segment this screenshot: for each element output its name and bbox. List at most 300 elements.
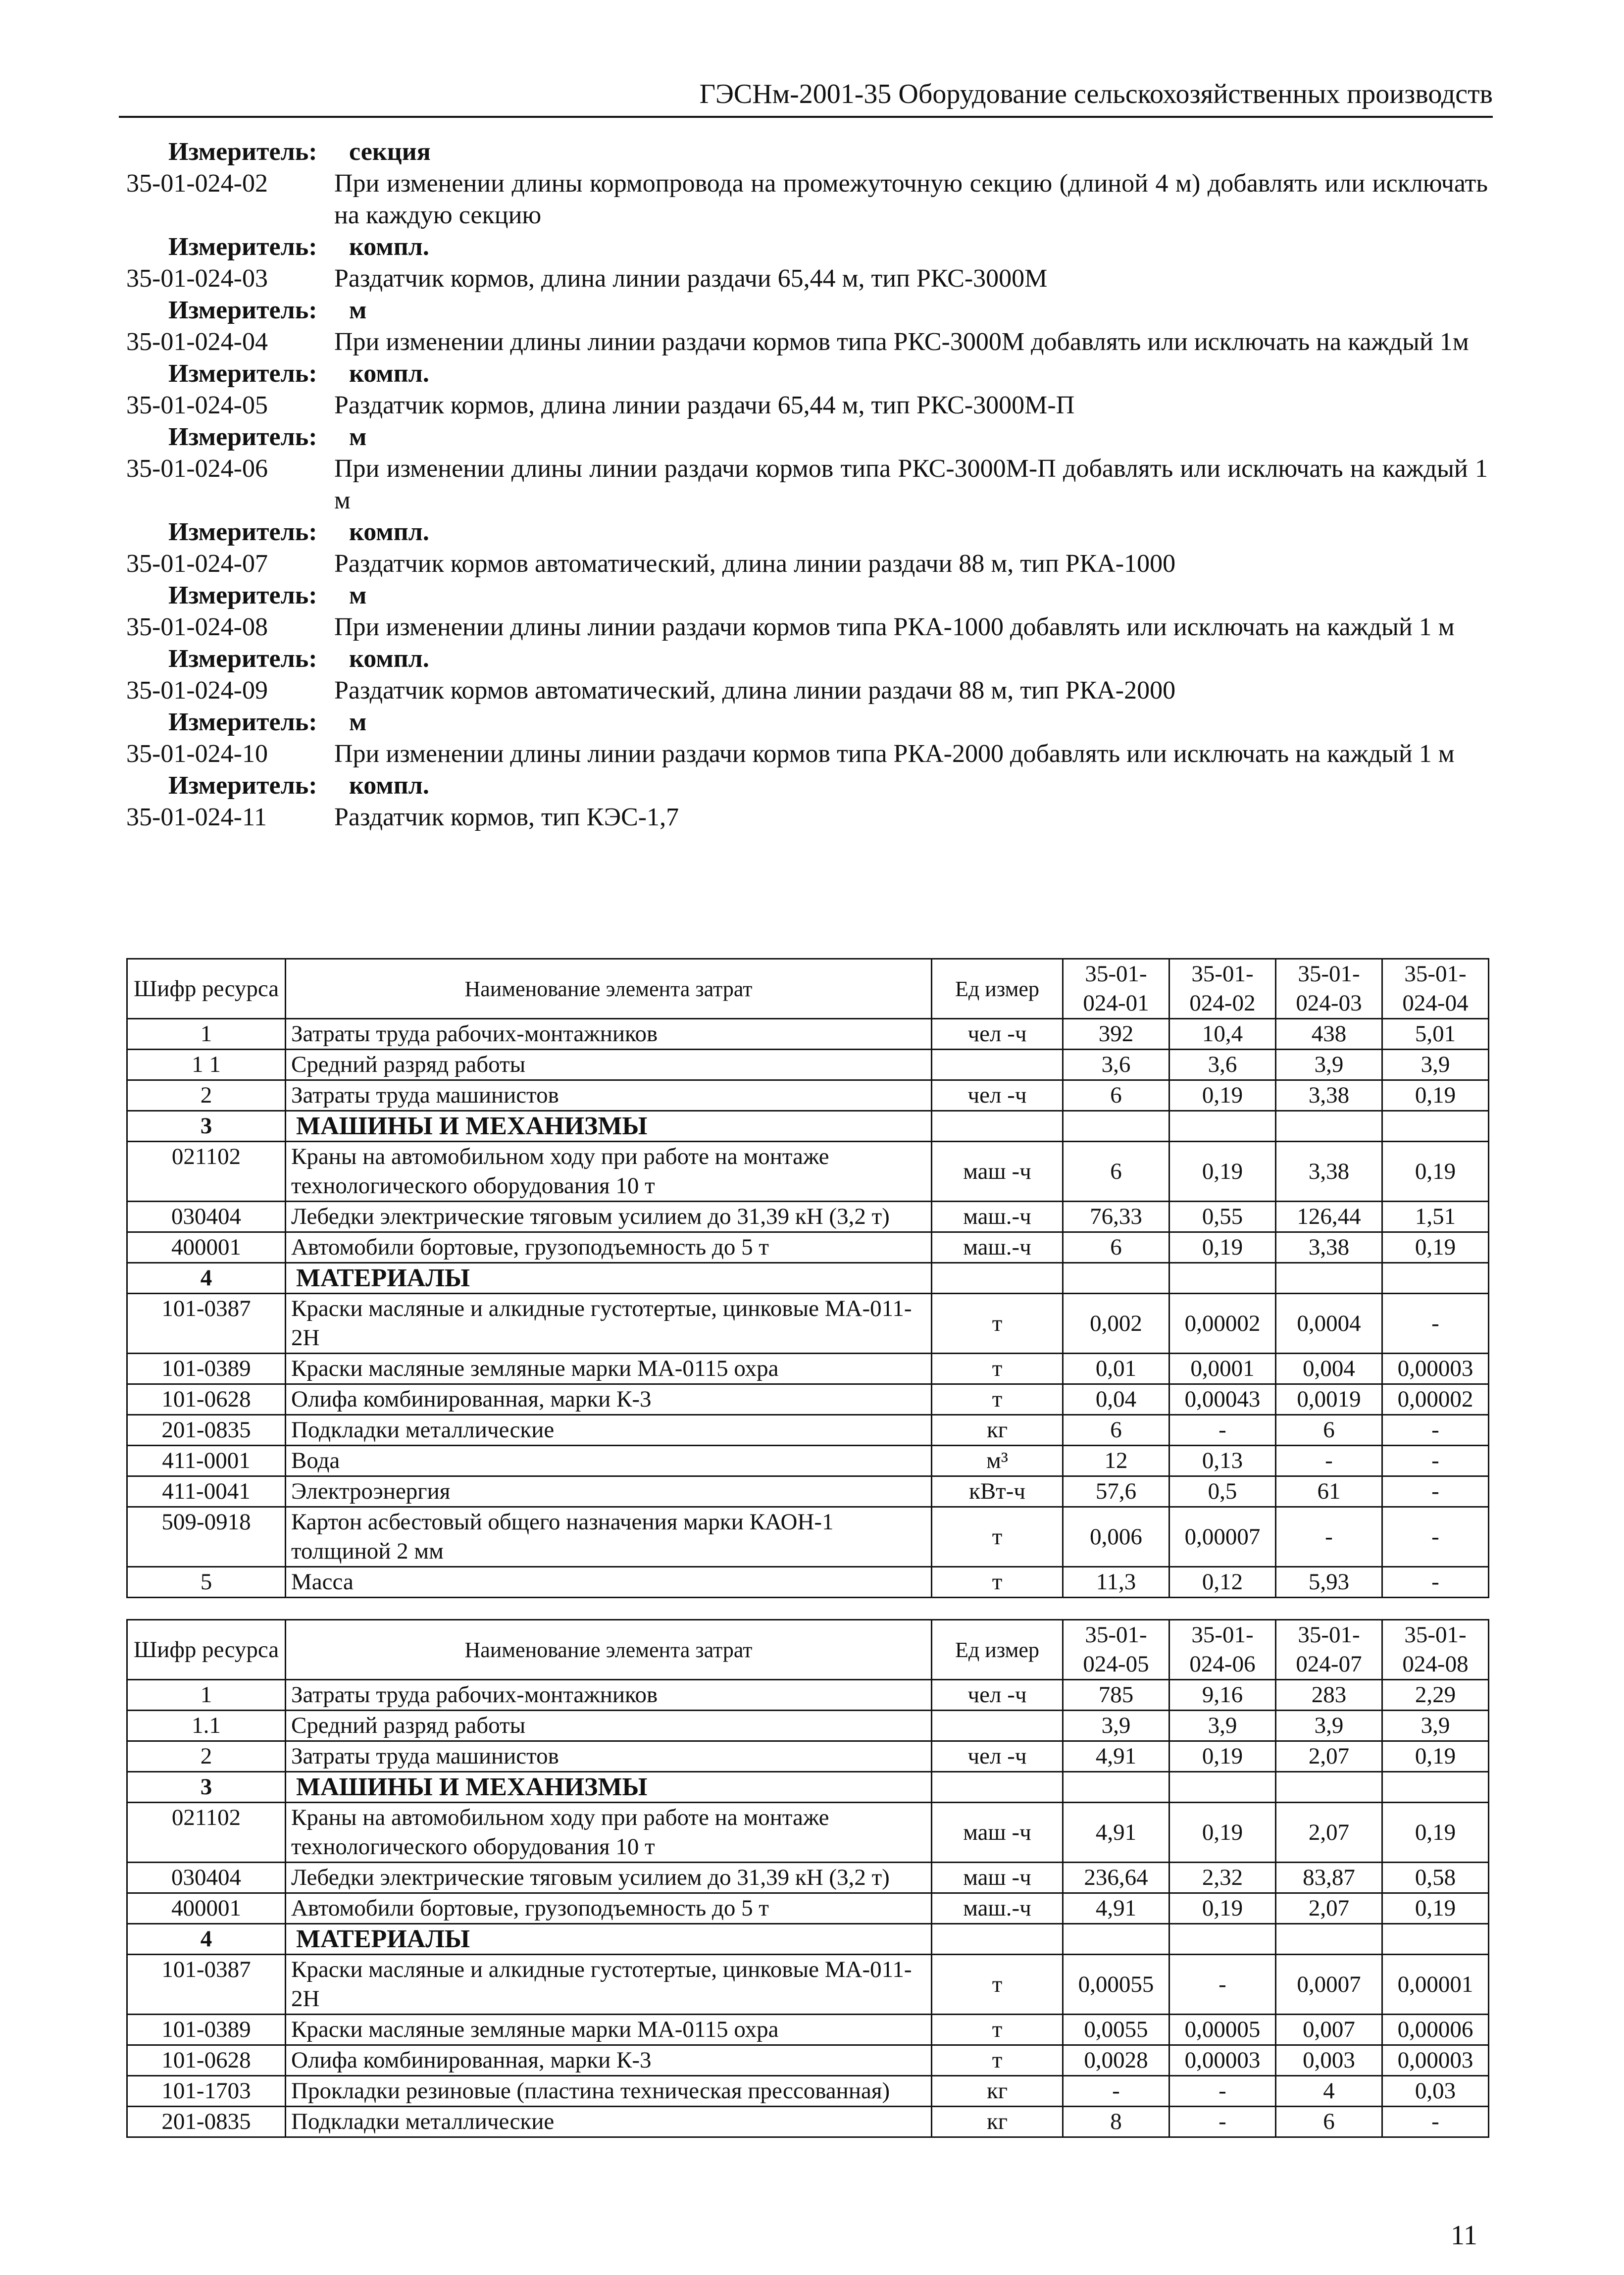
- resource-value: 61: [1276, 1476, 1382, 1507]
- resource-unit: [932, 1111, 1063, 1142]
- measure-line: [126, 770, 1488, 802]
- resource-value: 4: [1276, 2076, 1382, 2107]
- table-row: [127, 1142, 1489, 1202]
- table-row: [127, 1019, 1489, 1050]
- measure-label: Измеритель:: [168, 581, 317, 609]
- norm-entry: [126, 326, 1488, 358]
- header-col-1: 35-01-024-05: [1063, 1620, 1169, 1680]
- table-row: [127, 2045, 1489, 2076]
- resource-name: Лебедки электрические тяговым усилием до 31,39 кН (3,2 т): [286, 1863, 932, 1893]
- resource-value: -: [1276, 1446, 1382, 1476]
- measure-label: Измеритель:: [168, 233, 317, 261]
- resource-value: 2,07: [1276, 1803, 1382, 1863]
- resource-value: 0,04: [1063, 1384, 1169, 1415]
- resource-value: 0,002: [1063, 1294, 1169, 1354]
- resource-value: 0,19: [1169, 1232, 1276, 1263]
- measure-line: [126, 580, 1488, 611]
- resource-unit: маш -ч: [932, 1142, 1063, 1202]
- measure-label: Измеритель:: [168, 771, 317, 800]
- header-code: Шифр ресурса: [127, 1620, 286, 1680]
- resource-value: 10,4: [1169, 1019, 1276, 1050]
- resource-code: 4: [127, 1924, 286, 1955]
- resource-name: МАТЕРИАЛЫ: [286, 1924, 932, 1955]
- resource-code: 411-0001: [127, 1446, 286, 1476]
- measure-line: [126, 421, 1488, 453]
- resource-value: 0,00002: [1169, 1294, 1276, 1354]
- measure-label: Измеритель:: [168, 518, 317, 546]
- measure-label: Измеритель:: [168, 708, 317, 736]
- resource-unit: [932, 1924, 1063, 1955]
- resource-name: Затраты труда машинистов: [286, 1741, 932, 1772]
- table-row: [127, 1080, 1489, 1111]
- page-number: 11: [1451, 2220, 1477, 2251]
- resource-code: 201-0835: [127, 1415, 286, 1446]
- resource-value: 126,44: [1276, 1202, 1382, 1232]
- resource-value: 0,13: [1169, 1446, 1276, 1476]
- resource-code: 101-1703: [127, 2076, 286, 2107]
- resource-value: 2,29: [1382, 1680, 1489, 1711]
- measure-line: [126, 516, 1488, 548]
- table-row: [127, 1711, 1489, 1741]
- resource-name: Олифа комбинированная, марки К-3: [286, 1384, 932, 1415]
- resource-value: [1276, 1924, 1382, 1955]
- resource-unit: маш -ч: [932, 1863, 1063, 1893]
- resource-value: 3,38: [1276, 1232, 1382, 1263]
- resource-name: Краны на автомобильном ходу при работе на монтаже технологического оборудования 10 т: [286, 1803, 932, 1863]
- resource-unit: т: [932, 1294, 1063, 1354]
- resource-value: 3,9: [1169, 1711, 1276, 1741]
- resource-value: 0,19: [1382, 1741, 1489, 1772]
- table-row: [127, 1741, 1489, 1772]
- resource-code: 2: [127, 1080, 286, 1111]
- resource-code: 5: [127, 1567, 286, 1598]
- resource-name: Лебедки электрические тяговым усилием до 31,39 кН (3,2 т): [286, 1202, 932, 1232]
- norm-entry: [126, 611, 1488, 643]
- header-col-4: 35-01-024-04: [1382, 959, 1489, 1019]
- resource-name: Картон асбестовый общего назначения марки КАОН-1 толщиной 2 мм: [286, 1507, 932, 1567]
- resource-code: 030404: [127, 1202, 286, 1232]
- resource-name: Краски масляные и алкидные густотертые, цинковые МА-011-2Н: [286, 1955, 932, 2015]
- resource-name: Средний разряд работы: [286, 1050, 932, 1080]
- resource-unit: м³: [932, 1446, 1063, 1476]
- resource-value: 0,00001: [1382, 1955, 1489, 2015]
- section-row: [127, 1111, 1489, 1142]
- resource-value: 4,91: [1063, 1741, 1169, 1772]
- resource-code: 1: [127, 1019, 286, 1050]
- measure-label: Измеритель:: [168, 423, 317, 451]
- norm-code: 35-01-024-03: [126, 264, 268, 293]
- resource-name: МАТЕРИАЛЫ: [286, 1263, 932, 1294]
- norm-description: Раздатчик кормов автоматический, длина линии раздачи 88 м, тип РКА-2000: [334, 676, 1176, 705]
- resource-value: 0,0007: [1276, 1955, 1382, 2015]
- resource-value: 0,0019: [1276, 1384, 1382, 1415]
- header-unit: Ед измер: [932, 959, 1063, 1019]
- resource-table-1: [126, 958, 1489, 1598]
- resource-value: 0,19: [1382, 1803, 1489, 1863]
- resource-code: 411-0041: [127, 1476, 286, 1507]
- resource-value: 3,6: [1063, 1050, 1169, 1080]
- measure-line: [126, 231, 1488, 263]
- resource-code: 021102: [127, 1142, 286, 1202]
- resource-code: 101-0387: [127, 1294, 286, 1354]
- norm-description: При изменении длины линии раздачи кормов типа РКА-2000 добавлять или исключать на каждый 1 м: [334, 740, 1455, 768]
- resource-value: 2,07: [1276, 1741, 1382, 1772]
- resource-value: 6: [1063, 1415, 1169, 1446]
- resource-unit: маш -ч: [932, 1803, 1063, 1863]
- table-row: [127, 1680, 1489, 1711]
- resource-value: -: [1169, 1415, 1276, 1446]
- resource-unit: [932, 1050, 1063, 1080]
- resource-value: 0,19: [1382, 1142, 1489, 1202]
- header-col-3: 35-01-024-03: [1276, 959, 1382, 1019]
- resource-value: 0,19: [1169, 1080, 1276, 1111]
- resource-value: -: [1169, 1955, 1276, 2015]
- resource-unit: маш.-ч: [932, 1893, 1063, 1924]
- section-row: [127, 1263, 1489, 1294]
- measure-value: компл.: [349, 771, 429, 800]
- resource-code: 101-0628: [127, 2045, 286, 2076]
- resource-name: Средний разряд работы: [286, 1711, 932, 1741]
- resource-value: 4,91: [1063, 1893, 1169, 1924]
- page-header: ГЭСНм-2001-35 Оборудование сельскохозяйственных производств: [119, 74, 1493, 118]
- resource-value: -: [1382, 1294, 1489, 1354]
- resource-value: 785: [1063, 1680, 1169, 1711]
- resource-value: 0,00006: [1382, 2015, 1489, 2045]
- resource-name: Электроэнергия: [286, 1476, 932, 1507]
- resource-code: 021102: [127, 1803, 286, 1863]
- resource-unit: кВт-ч: [932, 1476, 1063, 1507]
- norm-entry: [126, 548, 1488, 580]
- resource-unit: кг: [932, 2076, 1063, 2107]
- resource-value: 0,0004: [1276, 1294, 1382, 1354]
- header-col-2: 35-01-024-06: [1169, 1620, 1276, 1680]
- table-row: [127, 2107, 1489, 2137]
- header-name: Наименование элемента затрат: [286, 959, 932, 1019]
- resource-value: 3,9: [1276, 1711, 1382, 1741]
- resource-unit: т: [932, 2015, 1063, 2045]
- resource-name: Масса: [286, 1567, 932, 1598]
- resource-value: [1169, 1263, 1276, 1294]
- resource-value: 0,007: [1276, 2015, 1382, 2045]
- resource-value: 6: [1063, 1232, 1169, 1263]
- resource-value: 6: [1276, 2107, 1382, 2137]
- table-row: [127, 1232, 1489, 1263]
- norm-code: 35-01-024-09: [126, 676, 268, 705]
- measure-label: Измеритель:: [168, 645, 317, 673]
- resource-value: [1276, 1111, 1382, 1142]
- header-code: Шифр ресурса: [127, 959, 286, 1019]
- measure-line: [126, 295, 1488, 326]
- measure-value: компл.: [349, 233, 429, 261]
- resource-unit: маш.-ч: [932, 1202, 1063, 1232]
- table-row: [127, 2076, 1489, 2107]
- resource-value: 0,19: [1382, 1893, 1489, 1924]
- resource-name: Вода: [286, 1446, 932, 1476]
- resource-code: 3: [127, 1772, 286, 1803]
- measure-value: компл.: [349, 645, 429, 673]
- norm-entry: [126, 802, 1488, 833]
- resource-name: Краски масляные земляные марки МА-0115 охра: [286, 1354, 932, 1384]
- resource-code: 4: [127, 1263, 286, 1294]
- resource-value: 1,51: [1382, 1202, 1489, 1232]
- resource-value: 12: [1063, 1446, 1169, 1476]
- resource-value: 0,00043: [1169, 1384, 1276, 1415]
- resource-value: 57,6: [1063, 1476, 1169, 1507]
- resource-value: 5,01: [1382, 1019, 1489, 1050]
- resource-name: Затраты труда рабочих-монтажников: [286, 1680, 932, 1711]
- resource-name: Прокладки резиновые (пластина техническая прессованная): [286, 2076, 932, 2107]
- resource-code: 101-0389: [127, 1354, 286, 1384]
- norm-entry: [126, 675, 1488, 707]
- measure-line: [126, 358, 1488, 390]
- resource-code: 3: [127, 1111, 286, 1142]
- table-row: [127, 1415, 1489, 1446]
- resource-unit: т: [932, 2045, 1063, 2076]
- norm-entry: [126, 263, 1488, 295]
- resource-value: -: [1063, 2076, 1169, 2107]
- resource-value: 6: [1063, 1142, 1169, 1202]
- resource-code: 201-0835: [127, 2107, 286, 2137]
- resource-unit: чел -ч: [932, 1019, 1063, 1050]
- norm-code: 35-01-024-06: [126, 455, 268, 483]
- resource-value: 0,19: [1382, 1232, 1489, 1263]
- table-header-row: [127, 959, 1489, 1019]
- resource-code: 400001: [127, 1232, 286, 1263]
- resource-value: 5,93: [1276, 1567, 1382, 1598]
- resource-value: 8: [1063, 2107, 1169, 2137]
- resource-unit: чел -ч: [932, 1741, 1063, 1772]
- resource-value: 0,0028: [1063, 2045, 1169, 2076]
- resource-value: 0,58: [1382, 1863, 1489, 1893]
- resource-value: [1382, 1263, 1489, 1294]
- resource-table-2: [126, 1619, 1489, 2138]
- table-row: [127, 2015, 1489, 2045]
- measure-value: м: [349, 296, 367, 324]
- resource-unit: [932, 1263, 1063, 1294]
- resource-value: 2,32: [1169, 1863, 1276, 1893]
- resource-code: 1.1: [127, 1711, 286, 1741]
- table-row: [127, 1955, 1489, 2015]
- norm-description: Раздатчик кормов, длина линии раздачи 65,44 м, тип РКС-3000М-П: [334, 391, 1075, 419]
- resource-value: [1169, 1924, 1276, 1955]
- norm-entry: [126, 390, 1488, 421]
- norm-description: При изменении длины линии раздачи кормов типа РКС-3000М-П добавлять или исключать на каждый 1 м: [334, 455, 1488, 514]
- resource-value: 0,00055: [1063, 1955, 1169, 2015]
- resource-value: [1382, 1111, 1489, 1142]
- resource-value: 9,16: [1169, 1680, 1276, 1711]
- resource-value: 0,55: [1169, 1202, 1276, 1232]
- resource-value: 0,0055: [1063, 2015, 1169, 2045]
- table-row: [127, 1476, 1489, 1507]
- resource-value: 0,5: [1169, 1476, 1276, 1507]
- header-col-3: 35-01-024-07: [1276, 1620, 1382, 1680]
- table-row: [127, 1202, 1489, 1232]
- resource-unit: чел -ч: [932, 1680, 1063, 1711]
- resource-value: 76,33: [1063, 1202, 1169, 1232]
- norm-description: Раздатчик кормов, длина линии раздачи 65,44 м, тип РКС-3000М: [334, 264, 1048, 293]
- norm-entry: [126, 168, 1488, 231]
- resource-unit: маш.-ч: [932, 1232, 1063, 1263]
- resource-value: 0,0001: [1169, 1354, 1276, 1384]
- resource-value: 392: [1063, 1019, 1169, 1050]
- section-row: [127, 1772, 1489, 1803]
- norm-code: 35-01-024-02: [126, 169, 268, 198]
- resource-name: Автомобили бортовые, грузоподъемность до 5 т: [286, 1232, 932, 1263]
- measure-value: м: [349, 423, 367, 451]
- resource-name: МАШИНЫ И МЕХАНИЗМЫ: [286, 1111, 932, 1142]
- resource-unit: [932, 1711, 1063, 1741]
- resource-value: 0,12: [1169, 1567, 1276, 1598]
- resource-value: -: [1382, 1446, 1489, 1476]
- resource-value: 2,07: [1276, 1893, 1382, 1924]
- resource-value: 0,03: [1382, 2076, 1489, 2107]
- resource-code: 030404: [127, 1863, 286, 1893]
- resource-unit: т: [932, 1354, 1063, 1384]
- resource-value: 236,64: [1063, 1863, 1169, 1893]
- table-row: [127, 1384, 1489, 1415]
- measure-line: [126, 136, 1488, 168]
- resource-value: -: [1382, 1567, 1489, 1598]
- resource-value: 3,9: [1063, 1711, 1169, 1741]
- resource-code: 101-0389: [127, 2015, 286, 2045]
- resource-code: 509-0918: [127, 1507, 286, 1567]
- resource-value: 83,87: [1276, 1863, 1382, 1893]
- resource-value: 0,19: [1169, 1803, 1276, 1863]
- table-row: [127, 1294, 1489, 1354]
- norm-code: 35-01-024-04: [126, 328, 268, 356]
- resource-value: 0,00003: [1382, 2045, 1489, 2076]
- resource-unit: т: [932, 1955, 1063, 2015]
- resource-value: 3,38: [1276, 1080, 1382, 1111]
- resource-value: 0,19: [1382, 1080, 1489, 1111]
- norm-code: 35-01-024-07: [126, 550, 268, 578]
- resource-value: 0,19: [1169, 1893, 1276, 1924]
- header-name: Наименование элемента затрат: [286, 1620, 932, 1680]
- norm-entry: [126, 738, 1488, 770]
- measure-label: Измеритель:: [168, 138, 317, 166]
- resource-value: -: [1382, 2107, 1489, 2137]
- resource-name: Подкладки металлические: [286, 1415, 932, 1446]
- resource-value: -: [1382, 1507, 1489, 1567]
- measure-value: м: [349, 581, 367, 609]
- resource-name: Краны на автомобильном ходу при работе на монтаже технологического оборудования 10 т: [286, 1142, 932, 1202]
- resource-value: 6: [1063, 1080, 1169, 1111]
- resource-value: [1276, 1263, 1382, 1294]
- resource-value: 0,00003: [1169, 2045, 1276, 2076]
- norm-description: При изменении длины кормопровода на промежуточную секцию (длиной 4 м) добавлять или исключать на каждую секцию: [334, 169, 1488, 229]
- resource-value: 0,004: [1276, 1354, 1382, 1384]
- resource-value: [1382, 1772, 1489, 1803]
- norm-entry: [126, 453, 1488, 516]
- resource-name: Подкладки металлические: [286, 2107, 932, 2137]
- measure-line: [126, 643, 1488, 675]
- resource-code: 1: [127, 1680, 286, 1711]
- norm-description: Раздатчик кормов автоматический, длина линии раздачи 88 м, тип РКА-1000: [334, 550, 1176, 578]
- table-row: [127, 1567, 1489, 1598]
- resource-value: [1063, 1924, 1169, 1955]
- resource-value: [1063, 1111, 1169, 1142]
- resource-value: [1063, 1263, 1169, 1294]
- measure-value: компл.: [349, 518, 429, 546]
- resource-value: 3,6: [1169, 1050, 1276, 1080]
- resource-value: -: [1276, 1507, 1382, 1567]
- resource-value: 0,00005: [1169, 2015, 1276, 2045]
- table-row: [127, 1507, 1489, 1567]
- resource-value: 0,00007: [1169, 1507, 1276, 1567]
- norm-code: 35-01-024-11: [126, 803, 267, 831]
- resource-code: 400001: [127, 1893, 286, 1924]
- resource-name: МАШИНЫ И МЕХАНИЗМЫ: [286, 1772, 932, 1803]
- resource-unit: т: [932, 1507, 1063, 1567]
- table-row: [127, 1803, 1489, 1863]
- measure-label: Измеритель:: [168, 296, 317, 324]
- measure-label: Измеритель:: [168, 359, 317, 388]
- resource-value: 0,19: [1169, 1741, 1276, 1772]
- table-row: [127, 1050, 1489, 1080]
- resource-name: Затраты труда машинистов: [286, 1080, 932, 1111]
- resource-value: -: [1382, 1476, 1489, 1507]
- resource-value: 0,00002: [1382, 1384, 1489, 1415]
- norm-description: При изменении длины линии раздачи кормов типа РКС-3000М добавлять или исключать на каждый 1м: [334, 328, 1469, 356]
- norm-entries: [126, 136, 1488, 833]
- table-row: [127, 1893, 1489, 1924]
- resource-value: [1382, 1924, 1489, 1955]
- resource-name: Краски масляные земляные марки МА-0115 охра: [286, 2015, 932, 2045]
- resource-value: 0,01: [1063, 1354, 1169, 1384]
- resource-unit: [932, 1772, 1063, 1803]
- resource-value: 3,38: [1276, 1142, 1382, 1202]
- resource-name: Краски масляные и алкидные густотертые, цинковые МА-011-2Н: [286, 1294, 932, 1354]
- measure-value: м: [349, 708, 367, 736]
- table-row: [127, 1863, 1489, 1893]
- resource-value: [1063, 1772, 1169, 1803]
- resource-code: 2: [127, 1741, 286, 1772]
- resource-value: 283: [1276, 1680, 1382, 1711]
- header-unit: Ед измер: [932, 1620, 1063, 1680]
- resource-code: 101-0628: [127, 1384, 286, 1415]
- measure-line: [126, 707, 1488, 738]
- resource-unit: чел -ч: [932, 1080, 1063, 1111]
- resource-value: [1169, 1772, 1276, 1803]
- resource-value: -: [1169, 2107, 1276, 2137]
- table-row: [127, 1354, 1489, 1384]
- resource-name: Автомобили бортовые, грузоподъемность до 5 т: [286, 1893, 932, 1924]
- measure-value: секция: [349, 138, 431, 166]
- resource-value: -: [1169, 2076, 1276, 2107]
- resource-value: 438: [1276, 1019, 1382, 1050]
- resource-code: 101-0387: [127, 1955, 286, 2015]
- resource-unit: т: [932, 1384, 1063, 1415]
- resource-unit: т: [932, 1567, 1063, 1598]
- norm-description: При изменении длины линии раздачи кормов типа РКА-1000 добавлять или исключать на каждый 1 м: [334, 613, 1455, 641]
- resource-value: 11,3: [1063, 1567, 1169, 1598]
- header-col-4: 35-01-024-08: [1382, 1620, 1489, 1680]
- norm-code: 35-01-024-08: [126, 613, 268, 641]
- resource-value: -: [1382, 1415, 1489, 1446]
- resource-name: Олифа комбинированная, марки К-3: [286, 2045, 932, 2076]
- table-header-row: [127, 1620, 1489, 1680]
- resource-value: 6: [1276, 1415, 1382, 1446]
- norm-code: 35-01-024-05: [126, 391, 268, 419]
- resource-value: [1276, 1772, 1382, 1803]
- resource-value: 3,9: [1382, 1711, 1489, 1741]
- norm-code: 35-01-024-10: [126, 740, 268, 768]
- resource-code: 1 1: [127, 1050, 286, 1080]
- section-row: [127, 1924, 1489, 1955]
- resource-value: 0,006: [1063, 1507, 1169, 1567]
- resource-value: [1169, 1111, 1276, 1142]
- resource-value: 3,9: [1382, 1050, 1489, 1080]
